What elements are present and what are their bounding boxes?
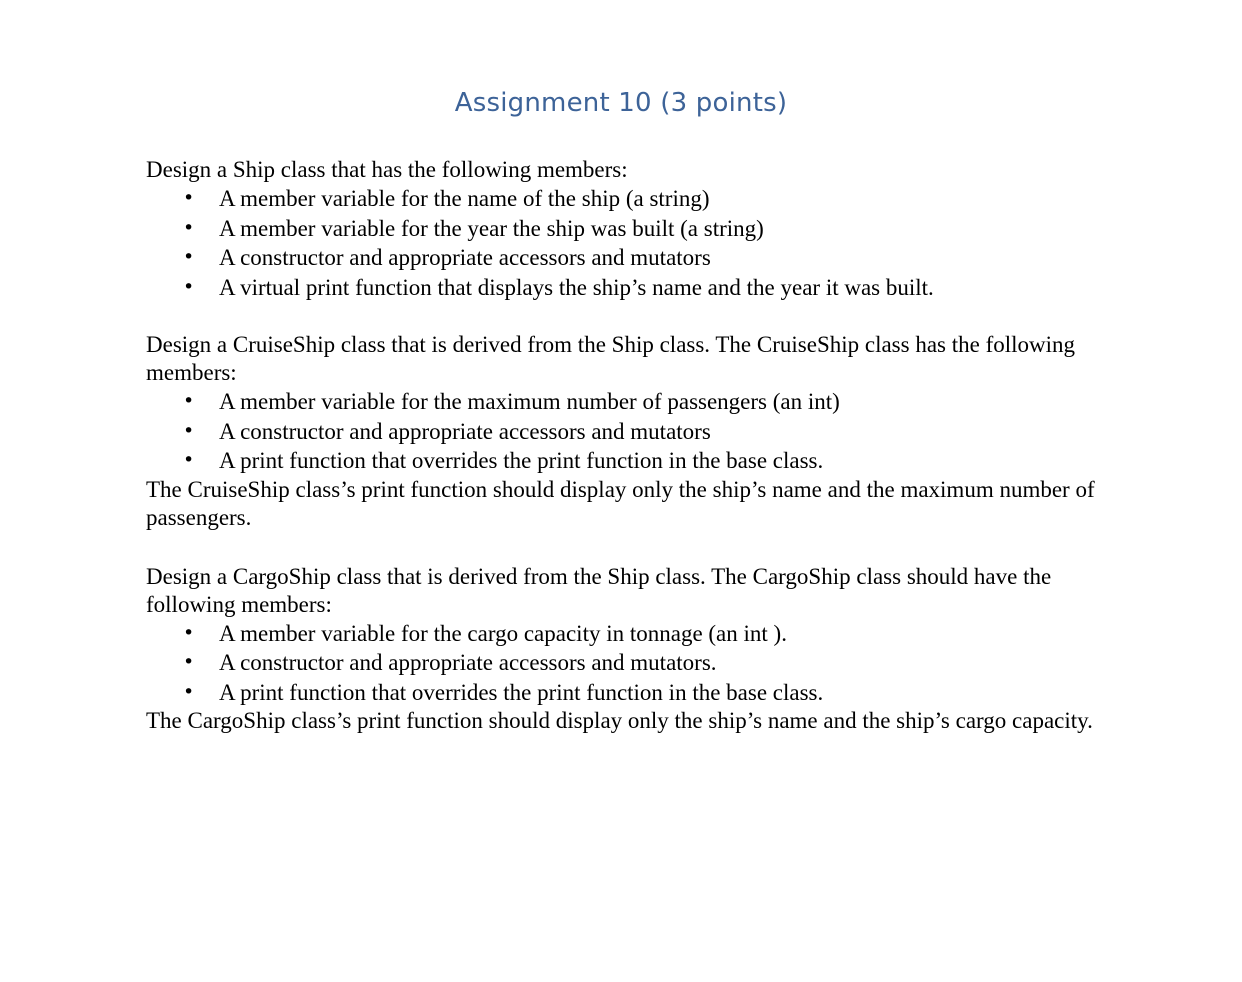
list-item bbox=[146, 273, 1106, 303]
list-item bbox=[146, 243, 1106, 273]
bullet-icon: • bbox=[183, 680, 195, 703]
cargoship-member-list bbox=[146, 619, 1106, 708]
list-item-text: A virtual print function that displays the ship’s name and the year it was built. bbox=[219, 274, 934, 300]
cruiseship-intro: Design a CruiseShip class that is derived from the Ship class. The CruiseShip class has the following members: bbox=[146, 332, 1076, 385]
list-item bbox=[146, 214, 1106, 244]
cruiseship-outro: The CruiseShip class’s print function should display only the ship’s name and the maximum number of passengers. bbox=[146, 476, 1095, 530]
list-item bbox=[146, 648, 1106, 678]
list-item-text: A print function that overrides the print function in the base class. bbox=[219, 679, 824, 705]
cargoship-outro: The CargoShip class’s print function should display only the ship’s name and the ship’s cargo capacity. bbox=[146, 708, 1093, 733]
list-item-text: A constructor and appropriate accessors and mutators bbox=[219, 418, 711, 444]
list-item-text: A print function that overrides the print function in the base class. bbox=[219, 448, 824, 473]
bullet-icon: • bbox=[183, 390, 195, 412]
list-item-text: A constructor and appropriate accessors and mutators. bbox=[219, 650, 717, 675]
cruiseship-member-list bbox=[146, 387, 1106, 476]
bullet-icon: • bbox=[183, 621, 195, 644]
list-item bbox=[146, 619, 1106, 649]
list-item-text: A constructor and appropriate accessors and mutators bbox=[219, 245, 711, 270]
section-spacer bbox=[146, 302, 1106, 331]
bullet-icon: • bbox=[183, 275, 195, 298]
bullet-icon: • bbox=[183, 187, 195, 209]
list-item bbox=[146, 446, 1106, 476]
bullet-icon: • bbox=[183, 419, 195, 442]
list-item bbox=[146, 184, 1106, 214]
list-item bbox=[146, 678, 1106, 708]
list-item bbox=[146, 417, 1106, 447]
list-item-text: A member variable for the year the ship was built (a string) bbox=[219, 215, 764, 241]
page-title: Assignment 10 (3 points) bbox=[454, 88, 788, 118]
list-item-text: A member variable for the name of the ship (a string) bbox=[219, 186, 710, 211]
ship-intro: Design a Ship class that has the following members: bbox=[146, 157, 628, 182]
section-spacer bbox=[146, 532, 1106, 563]
list-item-text: A member variable for the maximum number of passengers (an int) bbox=[219, 389, 840, 414]
bullet-icon: • bbox=[183, 449, 195, 471]
bullet-icon: • bbox=[183, 216, 195, 239]
list-item bbox=[146, 387, 1106, 417]
document-body bbox=[146, 156, 1106, 735]
ship-member-list bbox=[146, 184, 1106, 302]
list-item-text: A member variable for the cargo capacity in tonnage (an int ). bbox=[219, 620, 787, 646]
bullet-icon: • bbox=[183, 246, 195, 268]
cargoship-intro: Design a CargoShip class that is derived from the Ship class. The CargoShip class should have the following members: bbox=[146, 563, 1052, 617]
bullet-icon: • bbox=[183, 651, 195, 673]
